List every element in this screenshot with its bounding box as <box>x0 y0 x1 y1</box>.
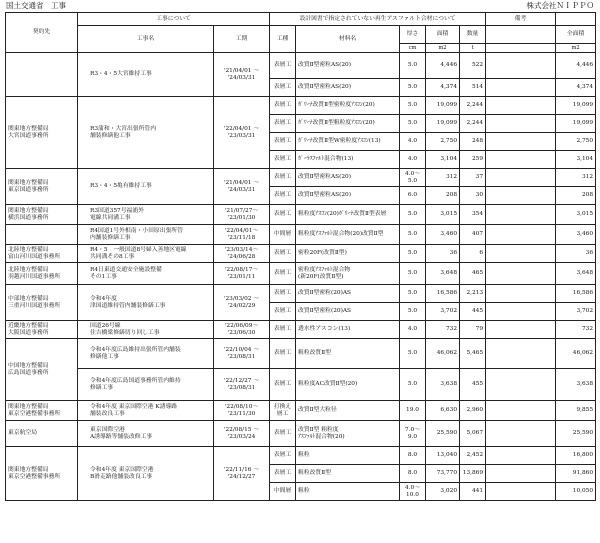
thickness-cell: 5.0 <box>400 115 426 133</box>
koji-name-cell: 令和4年度広島維持出張所管内舗装 修繕他工事 <box>78 339 214 369</box>
client-cell: 中部地方整備局 三重河川国道事務所 <box>6 285 78 321</box>
period-cell: '22/11/16 ～ '24/12/27 <box>214 447 270 501</box>
quantity-cell: 2,213 <box>460 285 486 303</box>
thickness-cell: 5.0 <box>400 205 426 225</box>
kosyu-cell: 打換え層工 <box>270 401 296 421</box>
quantity-cell: 30 <box>460 187 486 205</box>
total-area-cell: 3,648 <box>556 263 596 285</box>
kosyu-cell: 表層工 <box>270 369 296 401</box>
material-cell: 改質Ⅱ型密粒AS(20) <box>296 169 400 187</box>
remarks-cell <box>486 321 556 339</box>
remarks-cell <box>486 369 556 401</box>
koji-name-cell: 令和4年度 東京国際空港 K誘導路 舗装改良工事 <box>78 401 214 421</box>
area-cell: 36 <box>426 245 460 263</box>
material-cell: ｶﾞｰﾗｽﾌｧﾙﾄ混合物(13) <box>296 151 400 169</box>
thickness-cell: 5.0 <box>400 263 426 285</box>
total-area-cell: 208 <box>556 187 596 205</box>
col-quantity: 数量 <box>460 26 486 44</box>
kosyu-cell: 中間層 <box>270 225 296 245</box>
quantity-cell: 248 <box>460 133 486 151</box>
area-cell: 4,374 <box>426 79 460 97</box>
quantity-cell: 2,960 <box>460 401 486 421</box>
client-cell: 中国地方整備局 広島国道事務所 <box>6 339 78 401</box>
material-cell: ｶﾞﾘｰﾅ改質Ⅱ型W密粒度ｱｽｺﾝ(13) <box>296 133 400 151</box>
header-left: 国土交通省 工事 <box>6 1 66 10</box>
col-group-design: 設計図書で指定されていない再生アスファルト合材について <box>270 13 486 26</box>
total-area-cell: 16,800 <box>556 447 596 465</box>
quantity-cell: 37 <box>460 169 486 187</box>
table-row <box>6 53 596 79</box>
total-area-cell: 3,702 <box>556 303 596 321</box>
quantity-cell: 259 <box>460 151 486 169</box>
client-cell: 関東地方整備局 東京空港整備事務所 <box>6 401 78 421</box>
thickness-cell: 5.0 <box>400 53 426 79</box>
thickness-cell: 5.0 <box>400 369 426 401</box>
material-cell: 粗粒度ｱｽﾌｧﾙﾄ混合物(20)改質Ⅱ型 <box>296 225 400 245</box>
thickness-cell: 5.0 <box>400 225 426 245</box>
koji-name-cell: R3・4・5亀有維持工事 <box>78 169 214 205</box>
period-cell: '22/08/15 ～ '23/03/24 <box>214 421 270 447</box>
quantity-cell: 2,452 <box>460 447 486 465</box>
period-cell: '22/12/27 ～ '23/08/31 <box>214 369 270 401</box>
remarks-cell <box>486 53 556 79</box>
kosyu-cell: 表層工 <box>270 53 296 79</box>
area-cell: 3,460 <box>426 225 460 245</box>
table-row <box>6 447 596 465</box>
period-cell: '22/04/01 ～ '23/03/31 <box>214 97 270 169</box>
kosyu-cell: 表層工 <box>270 151 296 169</box>
table-row <box>6 225 596 245</box>
period-cell: '21/04/01 ～ '24/03/31 <box>214 53 270 97</box>
col-group-koji: 工事について <box>78 13 270 26</box>
koji-name-cell: 国道26号線 住吉橋梁修繕切り回し工事 <box>78 321 214 339</box>
koji-name-cell: R3国道357号福浦外 電線共同溝工事 <box>78 205 214 225</box>
period-cell: '21/04/01 ～ '24/03/31 <box>214 169 270 205</box>
client-cell <box>6 53 78 97</box>
total-area-cell: 3,104 <box>556 151 596 169</box>
quantity-cell: 445 <box>460 303 486 321</box>
col-remarks: 備考 <box>486 13 556 26</box>
remarks-cell <box>486 285 556 303</box>
remarks-cell <box>486 245 556 263</box>
client-cell: 北陸地方整備局 羽越河川国道事務所 <box>6 263 78 285</box>
area-cell: 6,630 <box>426 401 460 421</box>
kosyu-cell: 表層工 <box>270 97 296 115</box>
area-cell: 19,099 <box>426 115 460 133</box>
material-cell: 密粒度ｱｽﾌｧﾙﾄ混合物 (新20F(改質Ⅱ型) <box>296 263 400 285</box>
total-area-cell: 25,590 <box>556 421 596 447</box>
thickness-cell: 4.0 <box>400 133 426 151</box>
col-period: 工期 <box>214 26 270 53</box>
quantity-cell: 2,244 <box>460 97 486 115</box>
material-cell: 改質Ⅱ型大粒径 <box>296 401 400 421</box>
remarks-cell <box>486 169 556 187</box>
period-cell: '21/07/27～ '23/01/30 <box>214 205 270 225</box>
total-area-cell: 4,374 <box>556 79 596 97</box>
total-area-cell: 3,015 <box>556 205 596 225</box>
total-area-cell: 2,750 <box>556 133 596 151</box>
thickness-cell: 5.0 <box>400 79 426 97</box>
kosyu-cell: 表層工 <box>270 339 296 369</box>
total-area-cell: 732 <box>556 321 596 339</box>
unit-quantity: t <box>460 44 486 53</box>
quantity-cell: 5,067 <box>460 421 486 447</box>
remarks-cell <box>486 115 556 133</box>
quantity-cell: 441 <box>460 483 486 501</box>
koji-name-cell: R3・4・5大宮維持工事 <box>78 53 214 97</box>
table-row <box>6 421 596 447</box>
table-row <box>6 339 596 369</box>
total-area-cell: 4,446 <box>556 53 596 79</box>
thickness-cell: 4.0～5.0 <box>400 169 426 187</box>
thickness-cell: 5.0 <box>400 303 426 321</box>
material-cell: 改質Ⅱ型密粒(20)AS <box>296 303 400 321</box>
period-cell: '22/08/17～ '23/01/11 <box>214 263 270 285</box>
quantity-cell: 2,244 <box>460 115 486 133</box>
total-area-cell: 36 <box>556 245 596 263</box>
area-cell: 3,104 <box>426 151 460 169</box>
kosyu-cell: 表層工 <box>270 263 296 285</box>
remarks-cell <box>486 225 556 245</box>
kosyu-cell: 表層工 <box>270 285 296 303</box>
material-cell: 改質Ⅱ型密粒AS(20) <box>296 187 400 205</box>
area-cell: 25,590 <box>426 421 460 447</box>
kosyu-cell: 表層工 <box>270 321 296 339</box>
area-cell: 3,015 <box>426 205 460 225</box>
material-cell: ｶﾞﾘｰﾅ改質Ⅱ型密粒度ｱｽｺﾝ(20) <box>296 97 400 115</box>
thickness-cell: 4.0～10.0 <box>400 483 426 501</box>
material-cell: 改質Ⅱ型 粗粒度 ｱｽﾌｧﾙﾄ混合物(20) <box>296 421 400 447</box>
quantity-cell: 5,465 <box>460 339 486 369</box>
thickness-cell: 5.0 <box>400 245 426 263</box>
remarks-cell <box>486 401 556 421</box>
kosyu-cell: 表層工 <box>270 115 296 133</box>
remarks-cell <box>486 483 556 501</box>
area-cell: 19,099 <box>426 97 460 115</box>
thickness-cell: 7.0～9.0 <box>400 421 426 447</box>
header-right: 株式会社ＮＩＰＰＯ <box>526 1 594 10</box>
unit-area: m2 <box>426 44 460 53</box>
total-area-cell: 46,062 <box>556 339 596 369</box>
quantity-cell: 407 <box>460 225 486 245</box>
client-cell: 関東地方整備局 大宮国道事務所 <box>6 97 78 169</box>
table-row <box>6 401 596 421</box>
total-area-cell: 9,855 <box>556 401 596 421</box>
table-row <box>6 205 596 225</box>
quantity-cell: 79 <box>460 321 486 339</box>
material-cell: 粗粒改質Ⅱ型 <box>296 339 400 369</box>
client-cell: 北陸地方整備局 富山河川国道事務所 <box>6 245 78 263</box>
total-area-cell: 312 <box>556 169 596 187</box>
col-material: 材料名 <box>296 26 400 53</box>
kosyu-cell: 表層工 <box>270 79 296 97</box>
total-area-cell: 91,860 <box>556 465 596 483</box>
material-cell: 粗粒度AC改質Ⅱ型(20) <box>296 369 400 401</box>
material-cell: 粗粒 <box>296 447 400 465</box>
quantity-cell: 13,869 <box>460 465 486 483</box>
asphalt-table <box>5 12 596 501</box>
koji-name-cell: R3蒲和・大宮出張所管内 舗装修繕他工事 <box>78 97 214 169</box>
remarks-cell <box>486 97 556 115</box>
koji-name-cell: 東京国際空港 A誘導路等舗装改修工事 <box>78 421 214 447</box>
col-area: 面積 <box>426 26 460 44</box>
area-cell: 2,750 <box>426 133 460 151</box>
area-cell: 46,062 <box>426 339 460 369</box>
client-cell: 東京航空局 <box>6 421 78 447</box>
quantity-cell: 6 <box>460 245 486 263</box>
thickness-cell: 4.0 <box>400 151 426 169</box>
period-cell: '23/03/14～ '24/06/28 <box>214 245 270 263</box>
col-thickness: 厚さ <box>400 26 426 44</box>
thickness-cell: 4.0 <box>400 321 426 339</box>
quantity-cell: 455 <box>460 369 486 401</box>
area-cell: 13,040 <box>426 447 460 465</box>
client-cell: 関東地方整備局 横浜国道事務所 <box>6 205 78 225</box>
thickness-cell: 19.0 <box>400 401 426 421</box>
quantity-cell: 514 <box>460 79 486 97</box>
thickness-cell: 8.0 <box>400 465 426 483</box>
thickness-cell: 5.0 <box>400 339 426 369</box>
kosyu-cell: 表層工 <box>270 303 296 321</box>
area-cell: 732 <box>426 321 460 339</box>
remarks-cell <box>486 447 556 465</box>
koji-name-cell: 令和4年度 東京国際空港 B滑走路他舗装改良工事 <box>78 447 214 501</box>
material-cell: 粗粒改質Ⅱ型 <box>296 465 400 483</box>
table-row <box>6 321 596 339</box>
koji-name-cell: R4国道1号外相南・小田原出張所管 内舗装修繕工事 <box>78 225 214 245</box>
col-koji-name: 工事名 <box>78 26 214 53</box>
area-cell: 3,638 <box>426 369 460 401</box>
area-cell: 73,770 <box>426 465 460 483</box>
material-cell: 密粒20F(改質Ⅱ型) <box>296 245 400 263</box>
kosyu-cell: 表層工 <box>270 245 296 263</box>
kosyu-cell: 表層工 <box>270 421 296 447</box>
table-row <box>6 263 596 285</box>
quantity-cell: 522 <box>460 53 486 79</box>
period-cell: '22/10/04 ～ '23/08/31 <box>214 339 270 369</box>
col-total-area: 全面積 <box>556 26 596 44</box>
area-cell: 3,702 <box>426 303 460 321</box>
kosyu-cell: 表層工 <box>270 205 296 225</box>
koji-name-cell: R4日東道交通安全施設整備 その1工事 <box>78 263 214 285</box>
table-row <box>6 285 596 303</box>
kosyu-cell: 表層工 <box>270 187 296 205</box>
client-cell: 関東地方整備局 東京国道事務所 <box>6 169 78 205</box>
remarks-cell <box>486 421 556 447</box>
period-cell: '22/04/01～ '23/11/18 <box>214 225 270 245</box>
kosyu-cell: 表層工 <box>270 447 296 465</box>
area-cell: 3,020 <box>426 483 460 501</box>
remarks-cell <box>486 187 556 205</box>
quantity-cell: 465 <box>460 263 486 285</box>
table-row <box>6 97 596 115</box>
kosyu-cell: 中間層 <box>270 483 296 501</box>
area-cell: 208 <box>426 187 460 205</box>
remarks-cell <box>486 303 556 321</box>
total-area-cell: 3,460 <box>556 225 596 245</box>
remarks-cell <box>486 263 556 285</box>
remarks-cell <box>486 339 556 369</box>
table-row <box>6 245 596 263</box>
unit-thickness: cm <box>400 44 426 53</box>
remarks-cell <box>486 205 556 225</box>
material-cell: 改質Ⅱ型密粒AS(20) <box>296 79 400 97</box>
thickness-cell: 6.0 <box>400 187 426 205</box>
remarks-cell <box>486 133 556 151</box>
material-cell: 改質Ⅱ型密粒(20)AS <box>296 285 400 303</box>
remarks-cell <box>486 465 556 483</box>
area-cell: 16,586 <box>426 285 460 303</box>
total-area-cell: 19,099 <box>556 115 596 133</box>
client-cell: 関東地方整備局 東京空港整備事務所 <box>6 447 78 501</box>
period-cell: '22/06/09～ '23/06/30 <box>214 321 270 339</box>
material-cell: 透水性アスコン(13) <box>296 321 400 339</box>
total-area-cell: 10,050 <box>556 483 596 501</box>
material-cell: 改質Ⅱ型密粒AS(20) <box>296 53 400 79</box>
area-cell: 4,446 <box>426 53 460 79</box>
area-cell: 312 <box>426 169 460 187</box>
koji-name-cell: 令和4年度広島国道事務所管内維持 修繕工事 <box>78 369 214 401</box>
table-row <box>6 169 596 187</box>
total-area-cell: 3,638 <box>556 369 596 401</box>
period-cell: '22/08/10～ '23/11/30 <box>214 401 270 421</box>
material-cell: ｶﾞﾘｰﾅ改質Ⅱ型粗粒度ｱｽｺﾝ(20) <box>296 115 400 133</box>
total-area-cell: 19,099 <box>556 97 596 115</box>
kosyu-cell: 表層工 <box>270 169 296 187</box>
client-cell <box>6 225 78 245</box>
kosyu-cell: 表層工 <box>270 465 296 483</box>
material-cell: 粗粒 <box>296 483 400 501</box>
col-client: 契約先 <box>6 13 78 53</box>
quantity-cell: 354 <box>460 205 486 225</box>
area-cell: 3,648 <box>426 263 460 285</box>
material-cell: 粗粒度ｱｽｺﾝ(20)ｶﾞﾘｰﾅ改質Ⅱ型表層 <box>296 205 400 225</box>
period-cell: '23/03/02 ～ '24/02/29 <box>214 285 270 321</box>
col-kosyu: 工種 <box>270 26 296 53</box>
thickness-cell: 5.0 <box>400 97 426 115</box>
client-cell: 近畿地方整備局 大阪国道事務所 <box>6 321 78 339</box>
remarks-cell <box>486 151 556 169</box>
kosyu-cell: 表層工 <box>270 133 296 151</box>
koji-name-cell: 令和4年度 津国道維持管内舗装修繕工事 <box>78 285 214 321</box>
thickness-cell: 5.0 <box>400 285 426 303</box>
table-row <box>6 369 596 401</box>
total-area-cell: 16,586 <box>556 285 596 303</box>
remarks-cell <box>486 79 556 97</box>
koji-name-cell: R4・5 一般国道8号婦入善地区電線 共同溝その8工事 <box>78 245 214 263</box>
unit-total: m2 <box>556 44 596 53</box>
thickness-cell: 8.0 <box>400 447 426 465</box>
